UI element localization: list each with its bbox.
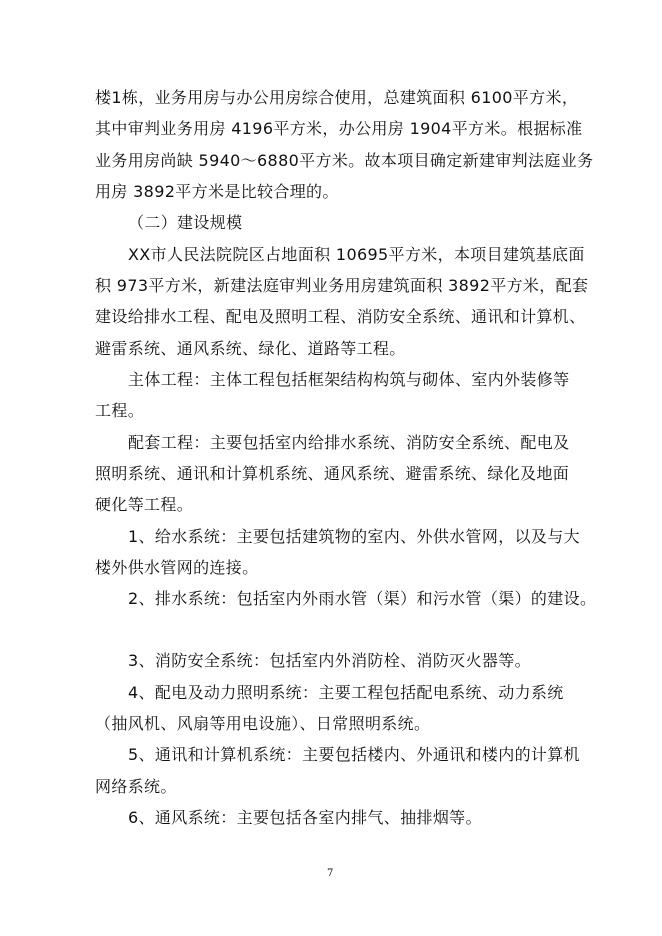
text-line: 2、排水系统：包括室内外雨水管（渠）和污水管（渠）的建设。 <box>128 589 597 608</box>
text-line: 5、通讯和计算机系统：主要包括楼内、外通讯和楼内的计算机 <box>128 745 580 764</box>
text-line: 其中审判业务用房 4196平方米，办公用房 1904平方米。根据标准 <box>95 119 583 138</box>
text-line: 照明系统、通讯和计算机系统、通风系统、避雷系统、绿化及地面 <box>95 464 570 483</box>
text-line: 用房 3892平方米是比较合理的。 <box>95 182 339 201</box>
text-line: 3、消防安全系统：包括室内外消防栓、消防灭火器等。 <box>128 651 531 670</box>
text-line: 避雷系统、通风系统、绿化、道路等工程。 <box>95 339 406 358</box>
text-line: 6、通风系统：主要包括各室内排气、抽排烟等。 <box>128 808 482 827</box>
text-line: 积 973平方米，新建法庭审判业务用房建筑面积 3892平方米，配套 <box>95 276 589 295</box>
text-line: XX市人民法院院区占地面积 10695平方米，本项目建筑基底面 <box>128 245 585 264</box>
text-line: （抽风机、风扇等用电设施）、日常照明系统。 <box>95 714 431 733</box>
text-line: 硬化等工程。 <box>95 495 194 514</box>
text-line: 配套工程：主要包括室内给排水系统、消防安全系统、配电及 <box>128 433 570 452</box>
text-line: 楼外供水管网的连接。 <box>95 558 259 577</box>
text-line: 业务用房尚缺 5940～6880平方米。故本项目确定新建审判法庭业务 <box>95 151 594 170</box>
text-line: 工程。 <box>95 401 145 420</box>
text-line: 建设给排水工程、配电及照明工程、消防安全系统、通讯和计算机、 <box>95 307 586 326</box>
text-line: 1、给水系统：主要包括建筑物的室内、外供水管网，以及与大 <box>128 527 580 546</box>
text-line: 网络系统。 <box>95 777 177 796</box>
text-line: 楼1栋，业务用房与办公用房综合使用，总建筑面积 6100平方米， <box>95 88 579 107</box>
page-number: 7 <box>327 868 334 879</box>
text-line: 主体工程：主体工程包括框架结构构筑与砌体、室内外装修等 <box>128 370 570 389</box>
text-line: 4、配电及动力照明系统：主要工程包括配电系统、动力系统 <box>128 683 564 702</box>
section-heading: （二）建设规模 <box>128 213 243 232</box>
